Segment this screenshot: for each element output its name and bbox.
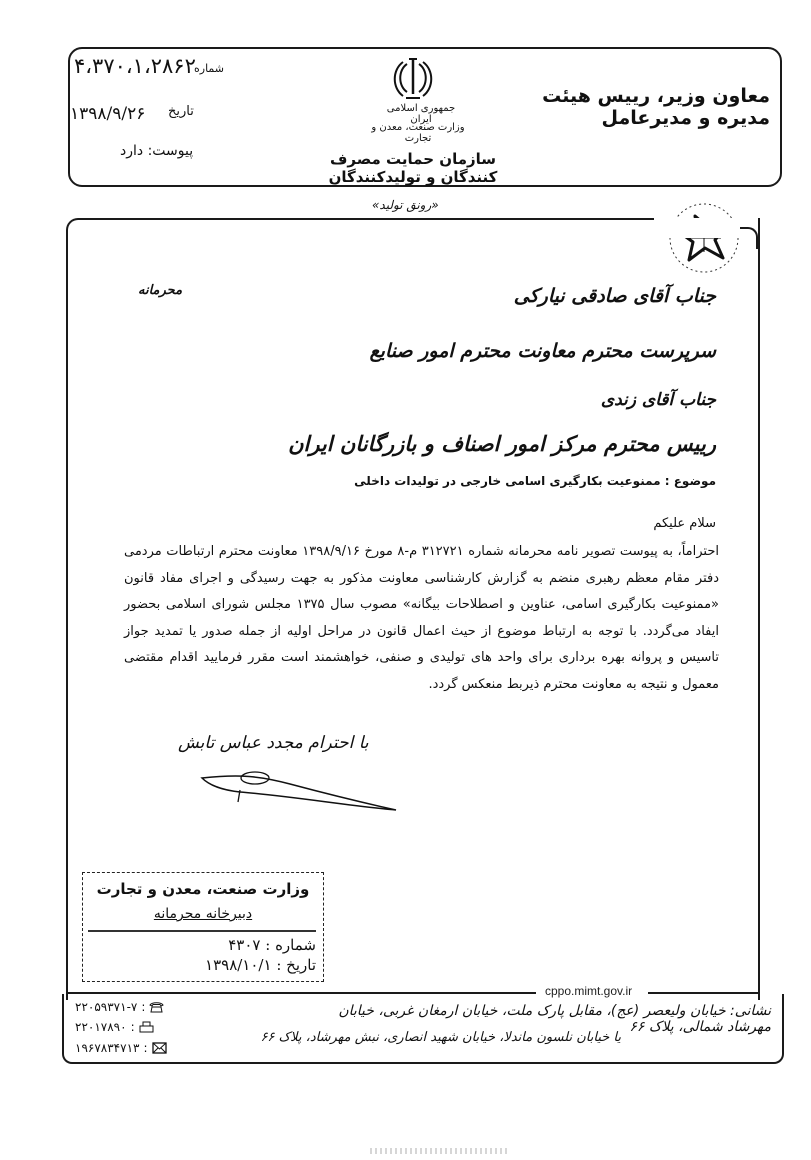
gov-name: جمهوری اسلامی ایران: [386, 103, 456, 125]
subject-label: موضوع :: [664, 474, 716, 488]
signature-scrawl-icon: [200, 770, 400, 812]
address-line-1: نشانی: خیابان ولیعصر (عج)، مقابل پارک ملت، خیابان ارمغان غربی، خیابان مهرشاد شمالی، پلاک ۶۶: [338, 1003, 771, 1035]
letter-number-label: شماره: [194, 62, 225, 75]
subject-line: [216, 474, 716, 488]
signature-text: با احترام مجدد عباس تابش: [178, 733, 369, 753]
stamp-date-value: ۱۳۹۸/۱۰/۱: [205, 956, 272, 974]
ministry-name: وزارت صنعت، معدن و تجارت: [371, 122, 465, 144]
iran-emblem-icon: [392, 56, 434, 102]
recipient-2: جناب آقای زندی: [600, 390, 716, 410]
contact-fax: ۲۲۰۱۷۸۹۰ :: [75, 1020, 154, 1034]
stamp-ministry: وزارت صنعت، معدن و تجارت: [96, 880, 310, 898]
organization-name: سازمان حمایت مصرف کنندگان و تولیدکنندگان: [328, 150, 498, 186]
postal-code: ۱۹۶۷۸۳۴۷۱۳: [75, 1041, 140, 1055]
website-link[interactable]: cppo.mimt.gov.ir: [545, 984, 633, 998]
stamp-number: [90, 936, 316, 954]
attachment-value: دارد: [120, 143, 144, 159]
letter-date: ۱۳۹۸/۹/۲۶: [70, 104, 146, 124]
classification-label: محرمانه: [138, 283, 183, 298]
stamp-number-label: شماره :: [265, 936, 316, 954]
stamp-number-value: ۴۳۰۷: [228, 936, 261, 954]
attachment-status: پیوست: دارد: [120, 143, 194, 159]
subject-text: ممنوعیت بکارگیری اسامی خارجی در تولیدات داخلی: [354, 474, 661, 488]
letter-date-label: تاریخ: [168, 104, 194, 119]
stamp-divider: [88, 930, 316, 932]
address-line-2: یا خیابان نلسون ماندلا، خیابان شهید انصاری، نبش مهرشاد، پلاک ۶۶: [260, 1030, 621, 1045]
fax-icon: [139, 1021, 154, 1033]
scan-artifact: [370, 1148, 510, 1154]
stamp-date-label: تاریخ :: [276, 956, 316, 974]
stamp-department: دبیرخانه محرمانه: [153, 906, 253, 922]
recipient-2-title: رییس محترم مرکز امور اصناف و بازرگانان ایران: [288, 432, 716, 456]
contact-postal: ۱۹۶۷۸۳۴۷۱۳ :: [75, 1041, 167, 1055]
phone-number: ۲۲۰۵۹۳۷۱-۷: [75, 1000, 138, 1014]
greeting: سلام علیکم: [653, 516, 716, 531]
contact-phone: ۲۲۰۵۹۳۷۱-۷ :: [75, 1000, 164, 1014]
fax-number: ۲۲۰۱۷۸۹۰: [75, 1020, 127, 1034]
attachment-label: پیوست: [152, 143, 194, 159]
phone-icon: [149, 1001, 164, 1013]
recipient-1-title: سرپرست محترم معاونت محترم امور صنایع: [369, 340, 716, 362]
slogan: «رونق تولید»: [372, 198, 439, 212]
recipient-1: جناب آقای صادقی نیارکی: [513, 285, 716, 307]
letter-body: احتراماً، به پیوست تصویر نامه محرمانه شماره ۳۱۲۷۲۱ م-۸ مورخ ۱۳۹۸/۹/۱۶ معاونت محترم ارتباطات مردمی دفتر مقام معظم رهبری منضم به گزارش کارشناسی معاونت مذکور به جهت رسیدگی و اجرای مفاد قانون «ممنوعیت بکارگیری اسامی، عناوین و اصطلاحات بیگانه» مصوب سال ۱۳۷۵ مجلس شورای اسلامی بحضور ایفاد می‌گردد. با توجه به ارتباط موضوع از حیث اعمال قانون در مراحل اولیه از جمله صدور یا تمدید جواز تاسیس و پروانه بهره برداری برای واحد های تولیدی و صنفی، خواهشمند است مقرر فرمایید اقدام مقتضی معمول و نتیجه به معاونت محترم ذیربط منعکس گردد.: [124, 544, 719, 692]
stamp-date: [90, 956, 316, 974]
letter-number: ۴،۳۷۰،۱،۲۸۶۲: [74, 54, 196, 78]
mail-icon: [152, 1042, 167, 1054]
sender-title: معاون وزیر، رییس هیئت مدیره و مدیرعامل: [542, 85, 770, 129]
